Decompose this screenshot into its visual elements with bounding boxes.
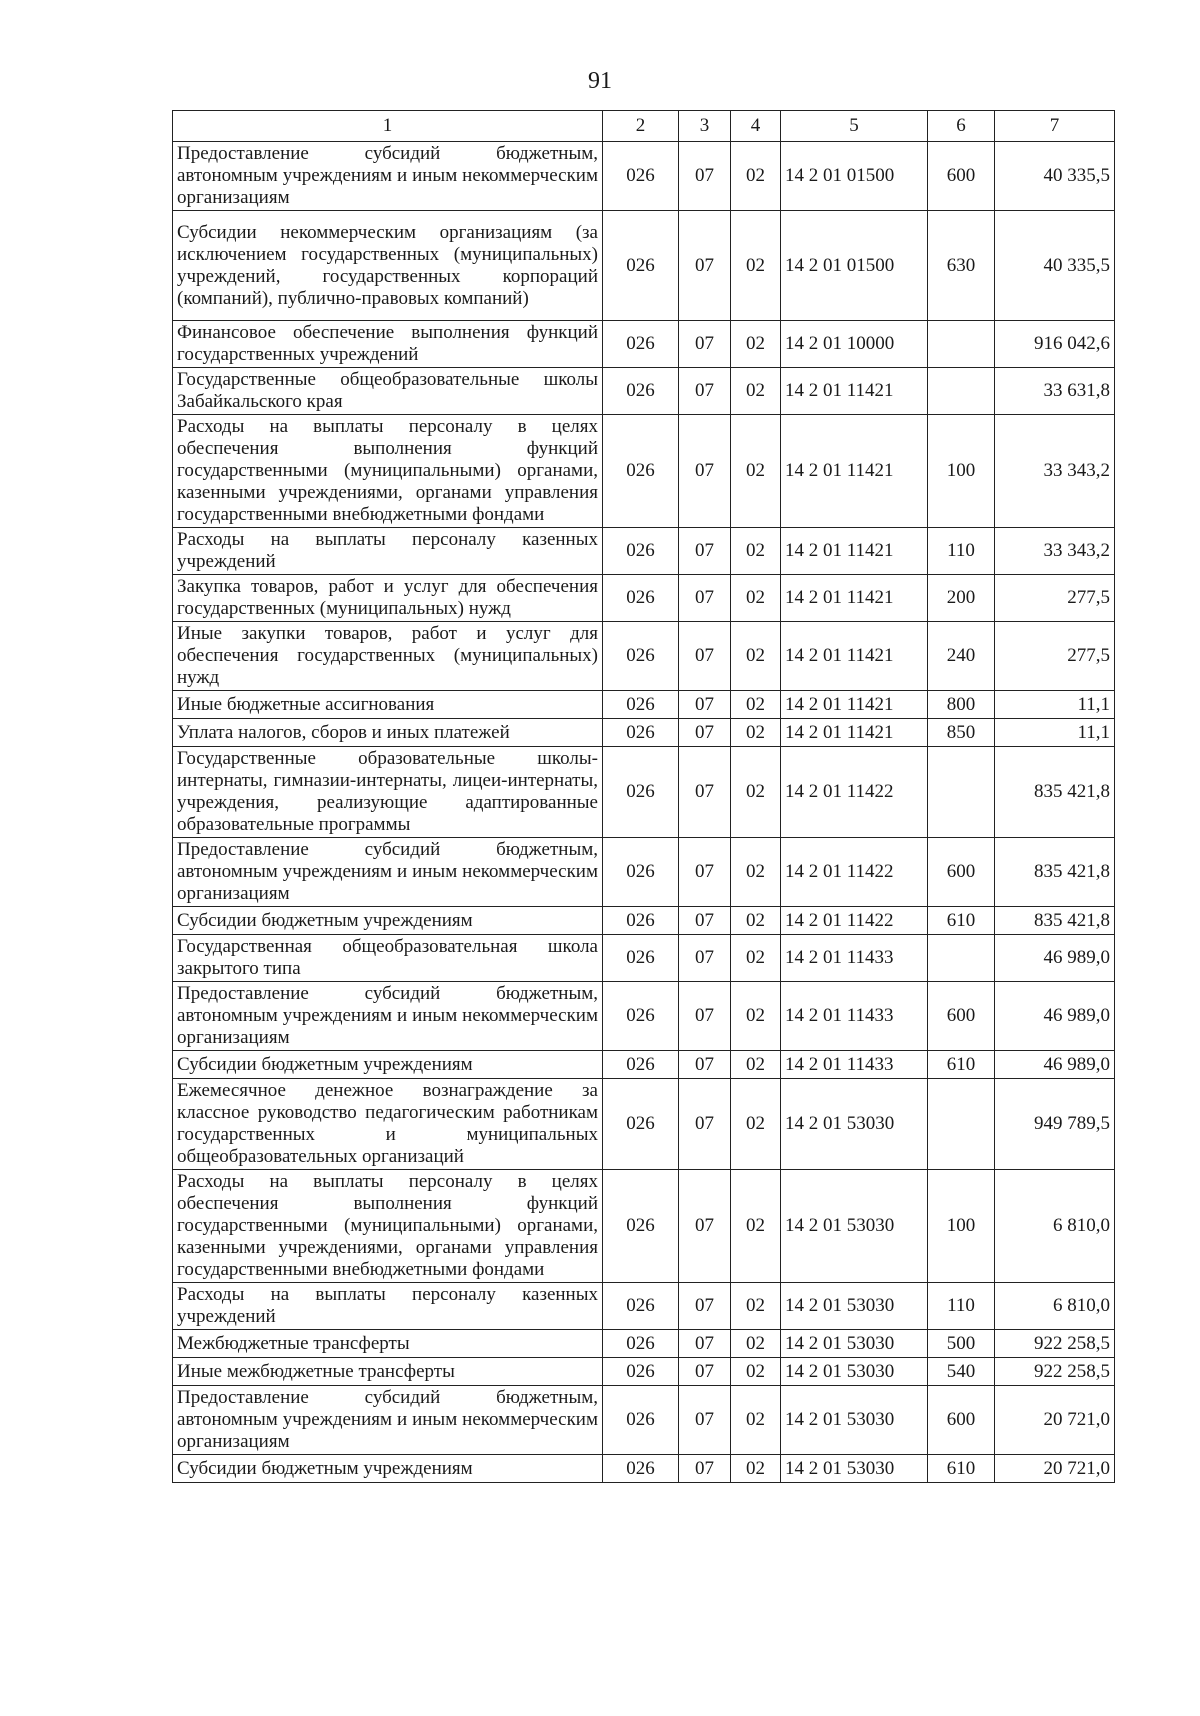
row-target-article: 14 2 01 11433 [781, 935, 928, 982]
row-subsection: 02 [731, 622, 781, 691]
row-section: 07 [679, 719, 731, 747]
table-row [173, 415, 1115, 528]
table-row [173, 1455, 1115, 1483]
row-amount: 46 989,0 [995, 1051, 1115, 1079]
row-target-article: 14 2 01 01500 [781, 211, 928, 321]
row-amount: 922 258,5 [995, 1358, 1115, 1386]
row-name: Субсидии бюджетным учреждениям [173, 1051, 603, 1079]
table-row [173, 142, 1115, 211]
row-amount: 20 721,0 [995, 1386, 1115, 1455]
row-subsection: 02 [731, 838, 781, 907]
row-target-article: 14 2 01 11433 [781, 982, 928, 1051]
row-subsection: 02 [731, 935, 781, 982]
row-name: Субсидии бюджетным учреждениям [173, 907, 603, 935]
row-target-article: 14 2 01 53030 [781, 1079, 928, 1170]
row-amount: 277,5 [995, 622, 1115, 691]
row-amount: 46 989,0 [995, 982, 1115, 1051]
row-target-article: 14 2 01 53030 [781, 1170, 928, 1283]
row-amount: 40 335,5 [995, 142, 1115, 211]
table-row [173, 1170, 1115, 1283]
row-subsection: 02 [731, 575, 781, 622]
row-section: 07 [679, 1170, 731, 1283]
row-section: 07 [679, 747, 731, 838]
row-amount: 835 421,8 [995, 747, 1115, 838]
row-target-article: 14 2 01 11421 [781, 528, 928, 575]
row-admin-code: 026 [603, 1358, 679, 1386]
row-section: 07 [679, 935, 731, 982]
row-section: 07 [679, 321, 731, 368]
row-amount: 33 343,2 [995, 528, 1115, 575]
row-section: 07 [679, 1283, 731, 1330]
row-name: Иные закупки товаров, работ и услуг для обеспечения государственных (муниципальных) нужд [173, 622, 603, 691]
row-target-article: 14 2 01 11422 [781, 838, 928, 907]
row-name: Финансовое обеспечение выполнения функций государственных учреждений [173, 321, 603, 368]
row-admin-code: 026 [603, 368, 679, 415]
budget-table [172, 110, 1115, 1483]
row-admin-code: 026 [603, 1386, 679, 1455]
row-expense-type: 600 [928, 142, 995, 211]
table-row [173, 935, 1115, 982]
table-row [173, 982, 1115, 1051]
row-name: Межбюджетные трансферты [173, 1330, 603, 1358]
row-amount: 33 343,2 [995, 415, 1115, 528]
row-expense-type: 850 [928, 719, 995, 747]
table-row [173, 1051, 1115, 1079]
row-section: 07 [679, 1051, 731, 1079]
row-name: Расходы на выплаты персоналу казенных учреждений [173, 1283, 603, 1330]
row-target-article: 14 2 01 11421 [781, 415, 928, 528]
row-admin-code: 026 [603, 528, 679, 575]
row-name: Ежемесячное денежное вознаграждение за классное руководство педагогическим работникам государственных и муниципальных общеобразовательных организаций [173, 1079, 603, 1170]
row-admin-code: 026 [603, 1455, 679, 1483]
row-name: Субсидии некоммерческим организациям (за исключением государственных (муниципальных) учреждений, государственных корпораций (компаний), публично-правовых компаний) [173, 211, 603, 321]
row-admin-code: 026 [603, 1051, 679, 1079]
row-name: Субсидии бюджетным учреждениям [173, 1455, 603, 1483]
row-admin-code: 026 [603, 415, 679, 528]
table-row [173, 528, 1115, 575]
table-row [173, 747, 1115, 838]
row-admin-code: 026 [603, 142, 679, 211]
row-name: Предоставление субсидий бюджетным, автономным учреждениям и иным некоммерческим организациям [173, 1386, 603, 1455]
row-admin-code: 026 [603, 211, 679, 321]
table-row [173, 575, 1115, 622]
row-admin-code: 026 [603, 1170, 679, 1283]
row-target-article: 14 2 01 11421 [781, 719, 928, 747]
row-name: Предоставление субсидий бюджетным, автономным учреждениям и иным некоммерческим организациям [173, 838, 603, 907]
row-target-article: 14 2 01 01500 [781, 142, 928, 211]
row-amount: 40 335,5 [995, 211, 1115, 321]
table-row [173, 691, 1115, 719]
table-row [173, 211, 1115, 321]
row-section: 07 [679, 982, 731, 1051]
row-admin-code: 026 [603, 719, 679, 747]
row-expense-type: 200 [928, 575, 995, 622]
row-target-article: 14 2 01 53030 [781, 1358, 928, 1386]
page-number: 91 [588, 68, 612, 94]
row-expense-type: 540 [928, 1358, 995, 1386]
row-admin-code: 026 [603, 1330, 679, 1358]
row-section: 07 [679, 142, 731, 211]
table-row [173, 622, 1115, 691]
row-expense-type [928, 368, 995, 415]
row-admin-code: 026 [603, 1283, 679, 1330]
row-expense-type [928, 321, 995, 368]
row-admin-code: 026 [603, 575, 679, 622]
row-subsection: 02 [731, 719, 781, 747]
table-row [173, 1358, 1115, 1386]
row-section: 07 [679, 1358, 731, 1386]
row-section: 07 [679, 838, 731, 907]
row-amount: 835 421,8 [995, 907, 1115, 935]
row-target-article: 14 2 01 11422 [781, 907, 928, 935]
row-expense-type: 800 [928, 691, 995, 719]
row-name: Государственные общеобразовательные школы Забайкальского края [173, 368, 603, 415]
table-row [173, 838, 1115, 907]
row-target-article: 14 2 01 11421 [781, 575, 928, 622]
row-section: 07 [679, 415, 731, 528]
row-expense-type: 610 [928, 1051, 995, 1079]
row-section: 07 [679, 1455, 731, 1483]
row-expense-type [928, 935, 995, 982]
row-subsection: 02 [731, 211, 781, 321]
row-target-article: 14 2 01 11421 [781, 622, 928, 691]
row-name: Государственная общеобразовательная школа закрытого типа [173, 935, 603, 982]
row-section: 07 [679, 1386, 731, 1455]
row-expense-type: 500 [928, 1330, 995, 1358]
header-cell: 2 [603, 111, 679, 142]
row-target-article: 14 2 01 10000 [781, 321, 928, 368]
table-row [173, 1386, 1115, 1455]
row-subsection: 02 [731, 1079, 781, 1170]
row-amount: 6 810,0 [995, 1283, 1115, 1330]
row-subsection: 02 [731, 1170, 781, 1283]
table-body [173, 111, 1115, 1483]
row-subsection: 02 [731, 1283, 781, 1330]
table-row [173, 719, 1115, 747]
row-name: Расходы на выплаты персоналу казенных учреждений [173, 528, 603, 575]
row-admin-code: 026 [603, 1079, 679, 1170]
row-amount: 11,1 [995, 691, 1115, 719]
table-row [173, 1330, 1115, 1358]
row-target-article: 14 2 01 53030 [781, 1386, 928, 1455]
row-subsection: 02 [731, 691, 781, 719]
row-subsection: 02 [731, 747, 781, 838]
table-row [173, 368, 1115, 415]
row-amount: 6 810,0 [995, 1170, 1115, 1283]
row-section: 07 [679, 528, 731, 575]
row-expense-type: 100 [928, 1170, 995, 1283]
table-row [173, 907, 1115, 935]
row-section: 07 [679, 211, 731, 321]
row-subsection: 02 [731, 1455, 781, 1483]
row-section: 07 [679, 907, 731, 935]
row-section: 07 [679, 691, 731, 719]
row-expense-type [928, 747, 995, 838]
row-name: Иные бюджетные ассигнования [173, 691, 603, 719]
row-name: Расходы на выплаты персоналу в целях обеспечения выполнения функций государственными (муниципальными) органами, казенными учреждениями, органами управления государственными внебюджетными фондами [173, 1170, 603, 1283]
header-cell: 3 [679, 111, 731, 142]
row-subsection: 02 [731, 1358, 781, 1386]
row-expense-type: 240 [928, 622, 995, 691]
row-admin-code: 026 [603, 982, 679, 1051]
header-cell: 5 [781, 111, 928, 142]
row-expense-type: 610 [928, 907, 995, 935]
header-cell: 7 [995, 111, 1115, 142]
row-name: Предоставление субсидий бюджетным, автономным учреждениям и иным некоммерческим организациям [173, 982, 603, 1051]
row-admin-code: 026 [603, 691, 679, 719]
row-section: 07 [679, 622, 731, 691]
row-amount: 33 631,8 [995, 368, 1115, 415]
row-subsection: 02 [731, 142, 781, 211]
row-amount: 11,1 [995, 719, 1115, 747]
row-expense-type: 610 [928, 1455, 995, 1483]
row-subsection: 02 [731, 1051, 781, 1079]
row-target-article: 14 2 01 53030 [781, 1283, 928, 1330]
row-expense-type: 110 [928, 528, 995, 575]
row-name: Расходы на выплаты персоналу в целях обеспечения выполнения функций государственными (муниципальными) органами, казенными учреждениями, органами управления государственными внебюджетными фондами [173, 415, 603, 528]
header-cell: 6 [928, 111, 995, 142]
header-cell: 4 [731, 111, 781, 142]
row-amount: 835 421,8 [995, 838, 1115, 907]
row-name: Государственные образовательные школы-интернаты, гимназии-интернаты, лицеи-интернаты, учреждения, реализующие адаптированные образовательные программы [173, 747, 603, 838]
table-row [173, 321, 1115, 368]
row-target-article: 14 2 01 11433 [781, 1051, 928, 1079]
row-target-article: 14 2 01 53030 [781, 1330, 928, 1358]
table-header-row [173, 111, 1115, 142]
row-amount: 949 789,5 [995, 1079, 1115, 1170]
row-expense-type: 100 [928, 415, 995, 528]
row-section: 07 [679, 368, 731, 415]
table-row [173, 1283, 1115, 1330]
row-admin-code: 026 [603, 321, 679, 368]
row-admin-code: 026 [603, 838, 679, 907]
row-expense-type: 600 [928, 982, 995, 1051]
row-subsection: 02 [731, 982, 781, 1051]
row-target-article: 14 2 01 11421 [781, 691, 928, 719]
row-target-article: 14 2 01 53030 [781, 1455, 928, 1483]
row-section: 07 [679, 1330, 731, 1358]
row-amount: 922 258,5 [995, 1330, 1115, 1358]
row-admin-code: 026 [603, 935, 679, 982]
row-subsection: 02 [731, 415, 781, 528]
row-name: Уплата налогов, сборов и иных платежей [173, 719, 603, 747]
row-expense-type: 110 [928, 1283, 995, 1330]
row-amount: 20 721,0 [995, 1455, 1115, 1483]
row-subsection: 02 [731, 368, 781, 415]
row-target-article: 14 2 01 11421 [781, 368, 928, 415]
row-expense-type [928, 1079, 995, 1170]
row-name: Закупка товаров, работ и услуг для обеспечения государственных (муниципальных) нужд [173, 575, 603, 622]
row-amount: 916 042,6 [995, 321, 1115, 368]
row-admin-code: 026 [603, 907, 679, 935]
row-name: Иные межбюджетные трансферты [173, 1358, 603, 1386]
row-expense-type: 600 [928, 838, 995, 907]
row-target-article: 14 2 01 11422 [781, 747, 928, 838]
header-cell: 1 [173, 111, 603, 142]
row-subsection: 02 [731, 321, 781, 368]
row-subsection: 02 [731, 1386, 781, 1455]
row-subsection: 02 [731, 528, 781, 575]
row-section: 07 [679, 575, 731, 622]
row-subsection: 02 [731, 907, 781, 935]
table-row [173, 1079, 1115, 1170]
row-name: Предоставление субсидий бюджетным, автономным учреждениям и иным некоммерческим организациям [173, 142, 603, 211]
row-expense-type: 600 [928, 1386, 995, 1455]
row-subsection: 02 [731, 1330, 781, 1358]
row-amount: 277,5 [995, 575, 1115, 622]
row-expense-type: 630 [928, 211, 995, 321]
row-admin-code: 026 [603, 747, 679, 838]
row-admin-code: 026 [603, 622, 679, 691]
row-section: 07 [679, 1079, 731, 1170]
row-amount: 46 989,0 [995, 935, 1115, 982]
